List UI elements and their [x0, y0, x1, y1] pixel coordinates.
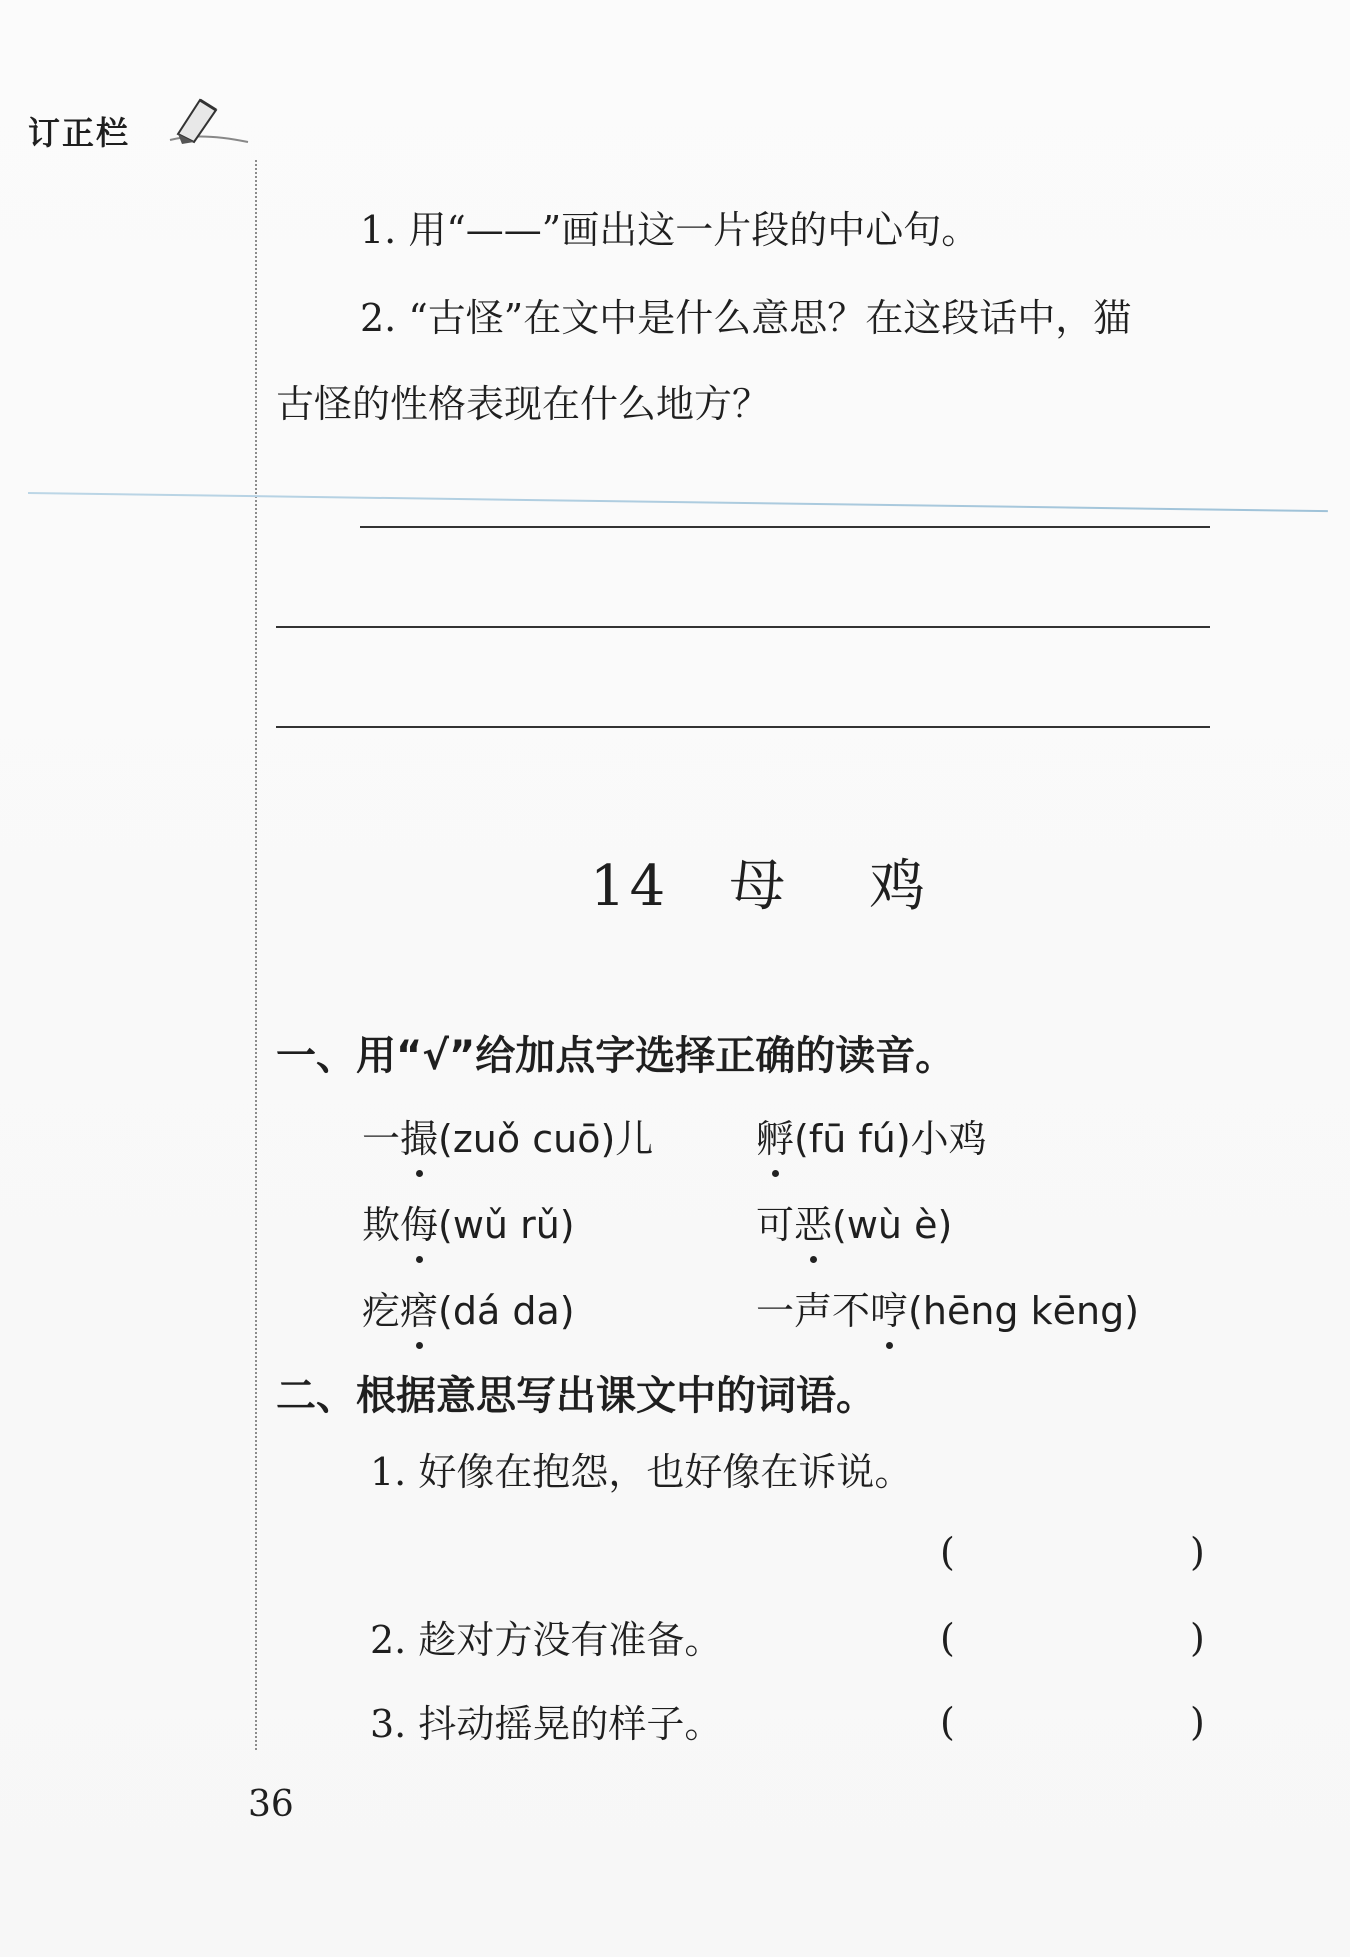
question-2-line-2: 古怪的性格表现在什么地方？ — [276, 382, 771, 426]
answer-line-2[interactable] — [276, 626, 1210, 628]
pinyin-item — [362, 1280, 575, 1335]
pinyin-item — [362, 1108, 653, 1163]
answer-line-3[interactable] — [276, 726, 1210, 728]
dotted-char: 瘩 — [400, 1280, 438, 1335]
item-text: 一声不 — [756, 1289, 871, 1333]
pinyin-item — [756, 1280, 1139, 1335]
pinyin-options[interactable]: (dá da) — [438, 1289, 575, 1333]
item-text: 欺 — [362, 1203, 401, 1247]
answer-paren-close: ) — [1190, 1616, 1205, 1660]
definition-3: 3. 抖动摇晃的样子。 — [370, 1702, 723, 1746]
pinyin-options[interactable]: (wǔ rǔ) — [438, 1203, 575, 1247]
answer-paren-close: ) — [1190, 1700, 1205, 1744]
item-text: 小鸡 — [910, 1117, 987, 1161]
section-2-heading: 二、根据意思写出课文中的词语。 — [276, 1373, 876, 1419]
pinyin-options[interactable]: (hēng kēng) — [908, 1289, 1140, 1333]
answer-box-3[interactable] — [966, 1702, 1186, 1746]
dotted-char: 恶 — [794, 1194, 832, 1249]
answer-paren-open: ( — [940, 1616, 955, 1660]
answer-paren-close: ) — [1190, 1530, 1205, 1574]
dotted-char: 侮 — [400, 1194, 438, 1249]
lesson-title-char-2: 鸡 — [869, 854, 930, 919]
answer-box-1[interactable] — [966, 1532, 1186, 1576]
pinyin-options[interactable]: (fū fú) — [794, 1117, 911, 1161]
item-text: 可 — [756, 1203, 795, 1247]
answer-box-2[interactable] — [966, 1618, 1186, 1662]
lesson-number: 14 — [590, 854, 670, 919]
pinyin-options[interactable]: (wù è) — [832, 1203, 953, 1247]
dotted-char: 撮 — [400, 1108, 438, 1163]
section-1-heading: 一、用“√”给加点字选择正确的读音。 — [276, 1033, 956, 1079]
correction-column-title: 订正栏 — [28, 114, 131, 152]
pinyin-item — [756, 1108, 987, 1163]
lesson-title — [590, 842, 929, 922]
page-number: 36 — [248, 1784, 294, 1825]
margin-divider — [255, 160, 257, 1750]
lesson-title-char-1: 母 — [729, 854, 790, 919]
pinyin-item — [362, 1194, 575, 1249]
pinyin-item — [756, 1194, 952, 1249]
answer-line-1[interactable] — [360, 526, 1210, 528]
answer-paren-open: ( — [940, 1700, 955, 1744]
answer-paren-open: ( — [940, 1530, 955, 1574]
dotted-char: 孵 — [756, 1108, 794, 1163]
dotted-char: 哼 — [870, 1280, 908, 1335]
pencil-icon — [160, 92, 250, 152]
definition-2: 2. 趁对方没有准备。 — [370, 1618, 723, 1662]
definition-1: 1. 好像在抱怨，也好像在诉说。 — [370, 1450, 913, 1494]
question-2-line-1: 2. “古怪”在文中是什么意思？在这段话中，猫 — [360, 296, 1132, 340]
item-text: 儿 — [615, 1117, 654, 1161]
question-1: 1. 用“——”画出这一片段的中心句。 — [360, 208, 980, 252]
item-text: 疙 — [362, 1289, 401, 1333]
blue-guide-line — [28, 492, 1328, 512]
item-text: 一 — [362, 1117, 401, 1161]
pinyin-options[interactable]: (zuǒ cuō) — [438, 1117, 616, 1161]
